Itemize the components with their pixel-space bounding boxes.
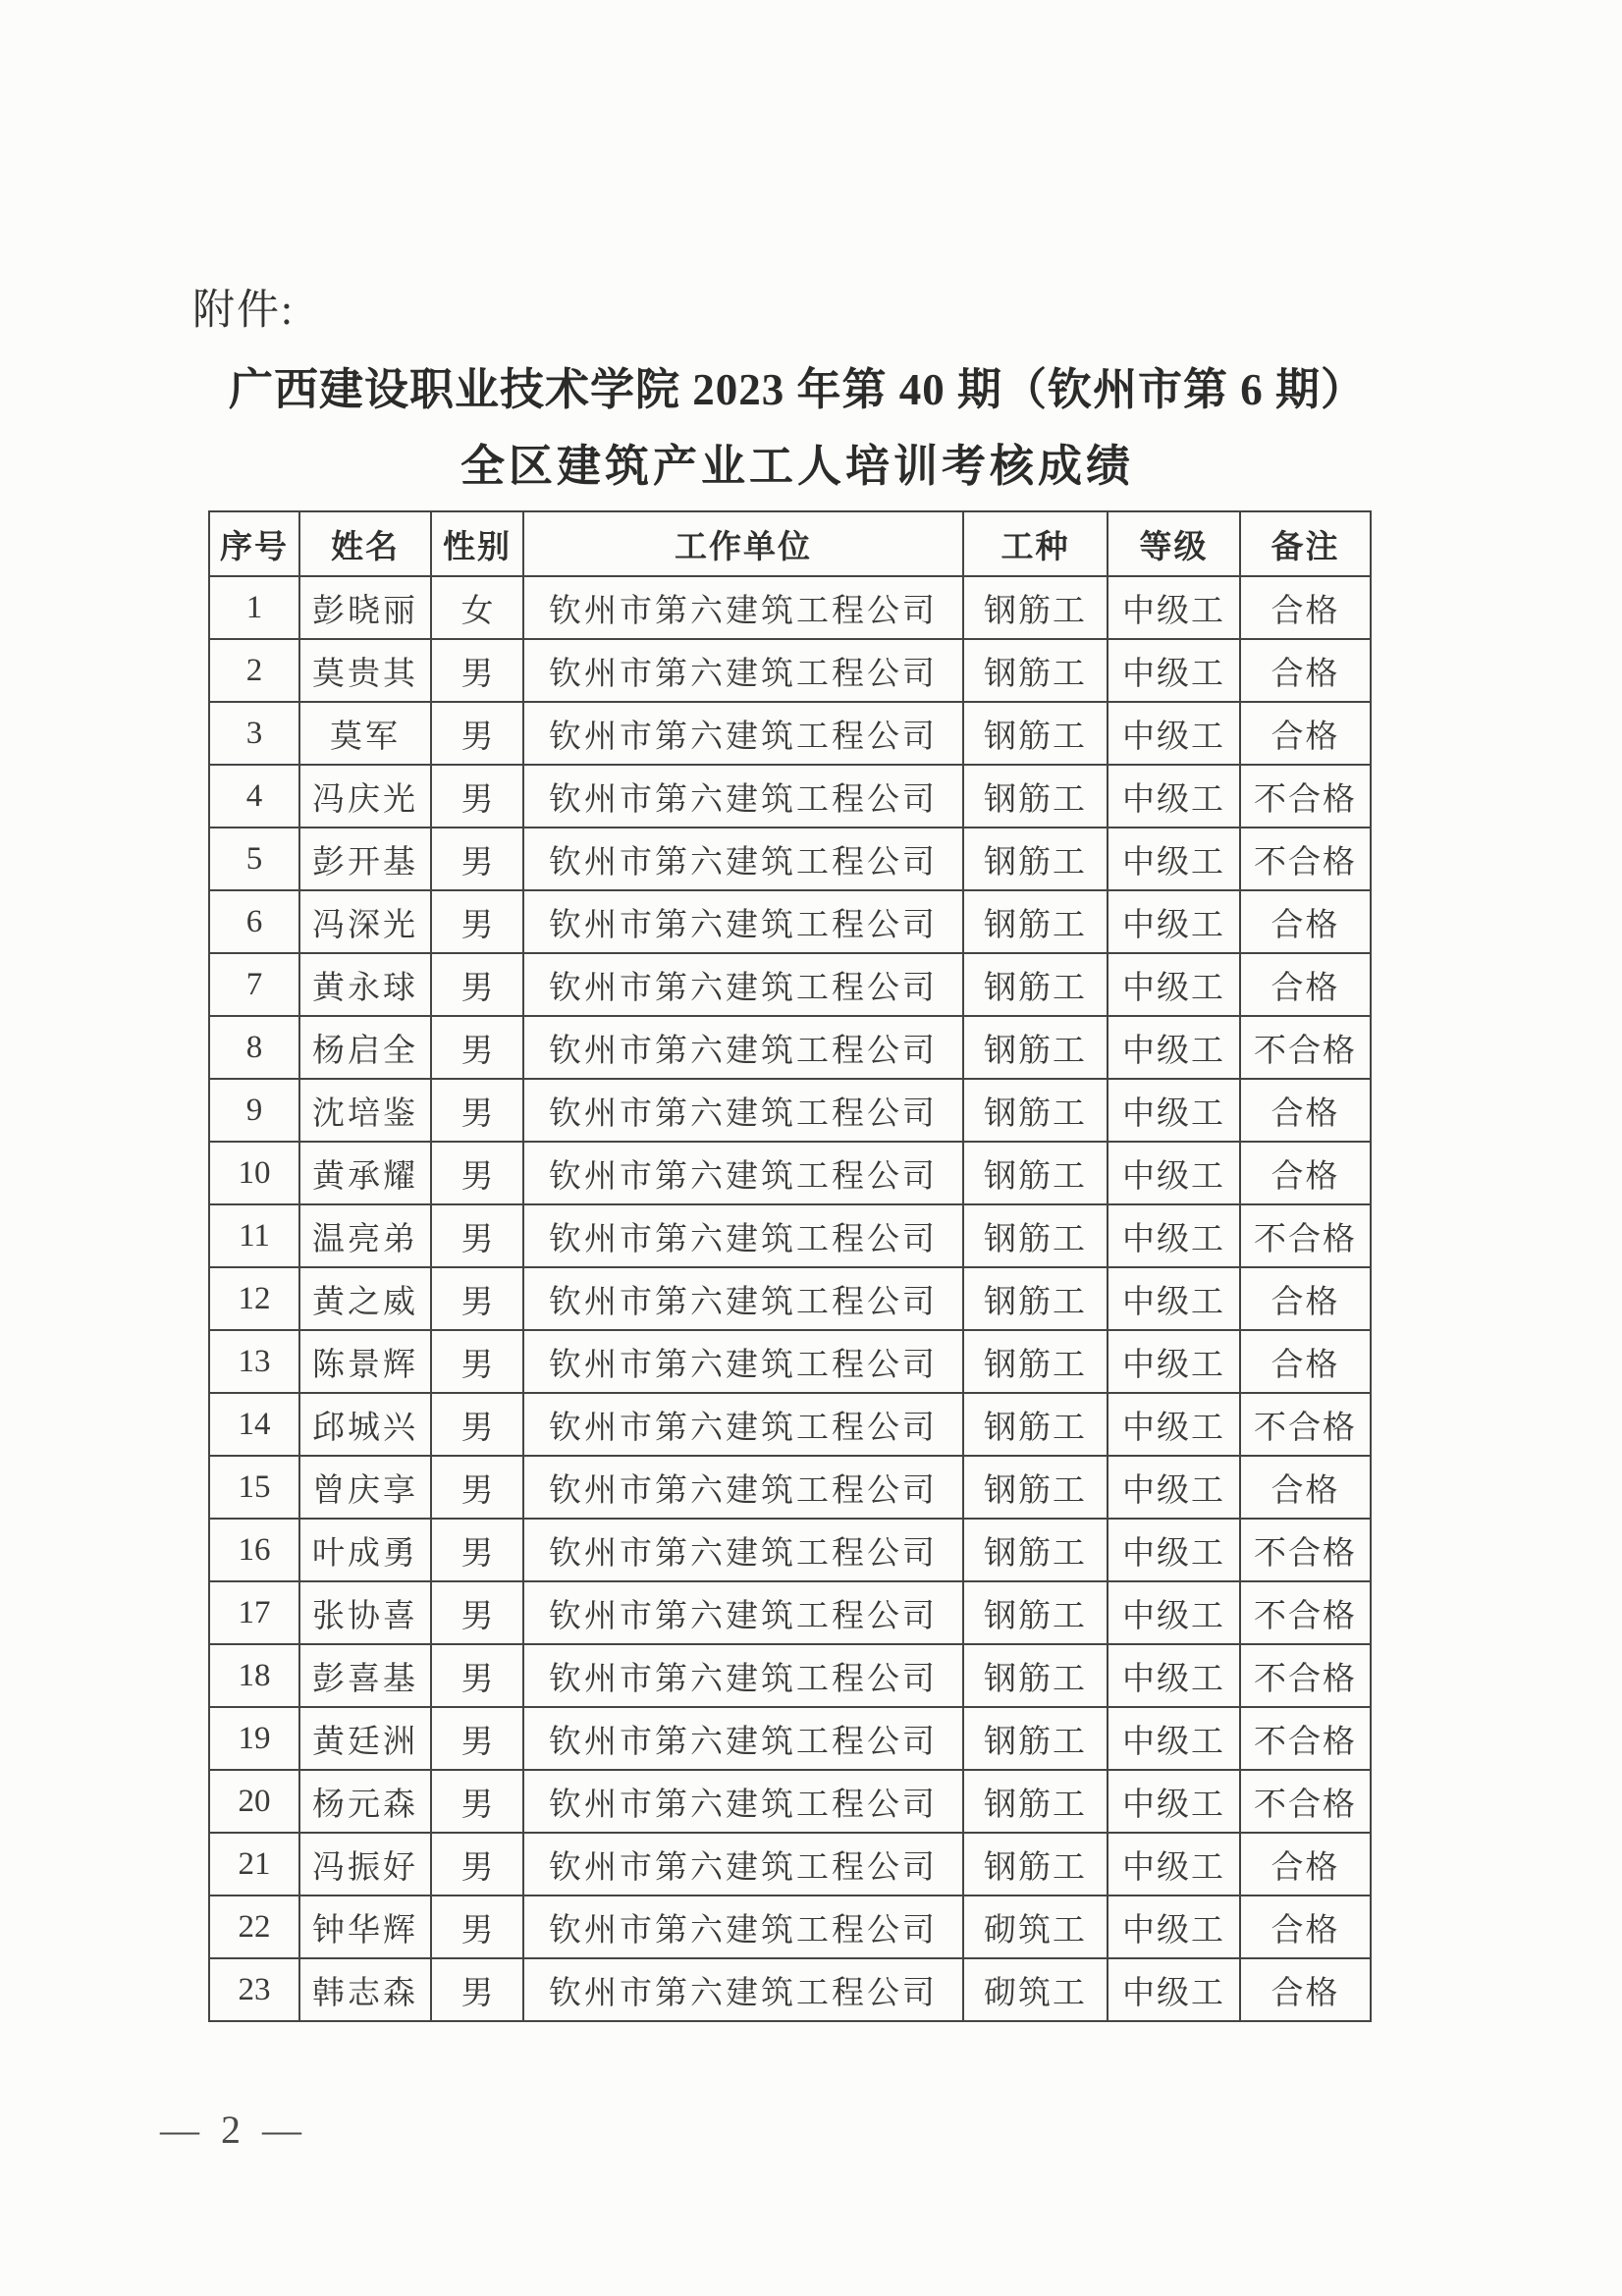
cell-no: 9 xyxy=(209,1079,299,1142)
cell-level: 中级工 xyxy=(1108,1770,1240,1833)
cell-gender: 男 xyxy=(431,890,523,953)
cell-unit: 钦州市第六建筑工程公司 xyxy=(523,1581,963,1644)
cell-unit: 钦州市第六建筑工程公司 xyxy=(523,702,963,765)
table-row xyxy=(209,576,1371,639)
cell-remark: 不合格 xyxy=(1240,828,1371,890)
cell-level: 中级工 xyxy=(1108,1330,1240,1393)
col-header-remark: 备注 xyxy=(1240,511,1371,576)
table-row xyxy=(209,1958,1371,2021)
cell-name: 陈景辉 xyxy=(299,1330,431,1393)
cell-no: 7 xyxy=(209,953,299,1016)
cell-remark: 合格 xyxy=(1240,1330,1371,1393)
table-row xyxy=(209,1016,1371,1079)
attachment-label: 附件: xyxy=(192,288,295,334)
document-title-line1: 广西建设职业技术学院 2023 年第 40 期（钦州市第 6 期） xyxy=(228,365,1366,414)
table-row xyxy=(209,890,1371,953)
cell-name: 冯振好 xyxy=(299,1833,431,1896)
table-row xyxy=(209,765,1371,828)
cell-name: 莫贵其 xyxy=(299,639,431,702)
cell-unit: 钦州市第六建筑工程公司 xyxy=(523,1519,963,1581)
cell-trade: 钢筋工 xyxy=(963,1456,1108,1519)
cell-gender: 男 xyxy=(431,1770,523,1833)
table-row xyxy=(209,1456,1371,1519)
cell-unit: 钦州市第六建筑工程公司 xyxy=(523,1833,963,1896)
cell-gender: 男 xyxy=(431,1142,523,1204)
cell-name: 韩志森 xyxy=(299,1958,431,2021)
cell-level: 中级工 xyxy=(1108,1896,1240,1958)
document-title-line2: 全区建筑产业工人培训考核成绩 xyxy=(460,442,1134,491)
cell-gender: 男 xyxy=(431,953,523,1016)
cell-no: 14 xyxy=(209,1393,299,1456)
table-row xyxy=(209,1896,1371,1958)
cell-gender: 男 xyxy=(431,1519,523,1581)
cell-level: 中级工 xyxy=(1108,1142,1240,1204)
cell-level: 中级工 xyxy=(1108,1958,1240,2021)
cell-gender: 男 xyxy=(431,1958,523,2021)
cell-remark: 合格 xyxy=(1240,1958,1371,2021)
col-header-trade: 工种 xyxy=(963,511,1108,576)
cell-no: 23 xyxy=(209,1958,299,2021)
cell-remark: 不合格 xyxy=(1240,1204,1371,1267)
col-header-unit: 工作单位 xyxy=(523,511,963,576)
cell-gender: 男 xyxy=(431,1016,523,1079)
cell-name: 冯深光 xyxy=(299,890,431,953)
cell-remark: 不合格 xyxy=(1240,765,1371,828)
cell-name: 沈培鉴 xyxy=(299,1079,431,1142)
cell-gender: 男 xyxy=(431,1581,523,1644)
cell-name: 莫军 xyxy=(299,702,431,765)
page-number: — 2 — xyxy=(160,2108,307,2152)
cell-name: 黄永球 xyxy=(299,953,431,1016)
cell-trade: 钢筋工 xyxy=(963,1330,1108,1393)
cell-trade: 钢筋工 xyxy=(963,1770,1108,1833)
table-row xyxy=(209,1079,1371,1142)
cell-gender: 男 xyxy=(431,1896,523,1958)
cell-name: 冯庆光 xyxy=(299,765,431,828)
cell-name: 邱城兴 xyxy=(299,1393,431,1456)
cell-gender: 男 xyxy=(431,1456,523,1519)
cell-unit: 钦州市第六建筑工程公司 xyxy=(523,1016,963,1079)
cell-unit: 钦州市第六建筑工程公司 xyxy=(523,1770,963,1833)
cell-level: 中级工 xyxy=(1108,1204,1240,1267)
cell-trade: 钢筋工 xyxy=(963,1204,1108,1267)
cell-level: 中级工 xyxy=(1108,953,1240,1016)
table-row xyxy=(209,1142,1371,1204)
cell-name: 张协喜 xyxy=(299,1581,431,1644)
cell-unit: 钦州市第六建筑工程公司 xyxy=(523,1456,963,1519)
cell-remark: 合格 xyxy=(1240,639,1371,702)
table-row xyxy=(209,1519,1371,1581)
cell-no: 2 xyxy=(209,639,299,702)
cell-level: 中级工 xyxy=(1108,1267,1240,1330)
results-table xyxy=(208,510,1372,2022)
col-header-level: 等级 xyxy=(1108,511,1240,576)
table-row xyxy=(209,1393,1371,1456)
cell-level: 中级工 xyxy=(1108,890,1240,953)
table-row xyxy=(209,953,1371,1016)
cell-no: 22 xyxy=(209,1896,299,1958)
table-row xyxy=(209,1770,1371,1833)
cell-trade: 钢筋工 xyxy=(963,953,1108,1016)
cell-level: 中级工 xyxy=(1108,1581,1240,1644)
cell-remark: 不合格 xyxy=(1240,1519,1371,1581)
cell-unit: 钦州市第六建筑工程公司 xyxy=(523,1393,963,1456)
cell-level: 中级工 xyxy=(1108,639,1240,702)
cell-level: 中级工 xyxy=(1108,1456,1240,1519)
cell-trade: 钢筋工 xyxy=(963,1142,1108,1204)
table-row xyxy=(209,1833,1371,1896)
cell-trade: 钢筋工 xyxy=(963,1267,1108,1330)
cell-unit: 钦州市第六建筑工程公司 xyxy=(523,1330,963,1393)
cell-trade: 砌筑工 xyxy=(963,1896,1108,1958)
cell-no: 11 xyxy=(209,1204,299,1267)
cell-trade: 钢筋工 xyxy=(963,639,1108,702)
cell-unit: 钦州市第六建筑工程公司 xyxy=(523,1204,963,1267)
table-body xyxy=(209,576,1371,2021)
cell-name: 彭晓丽 xyxy=(299,576,431,639)
cell-name: 曾庆享 xyxy=(299,1456,431,1519)
table-header-row xyxy=(209,511,1371,576)
col-header-name: 姓名 xyxy=(299,511,431,576)
cell-level: 中级工 xyxy=(1108,576,1240,639)
cell-unit: 钦州市第六建筑工程公司 xyxy=(523,953,963,1016)
cell-level: 中级工 xyxy=(1108,1833,1240,1896)
cell-remark: 合格 xyxy=(1240,1833,1371,1896)
table-row xyxy=(209,702,1371,765)
cell-gender: 男 xyxy=(431,1707,523,1770)
cell-remark: 合格 xyxy=(1240,1142,1371,1204)
table-row xyxy=(209,1581,1371,1644)
cell-remark: 合格 xyxy=(1240,1896,1371,1958)
cell-name: 黄之威 xyxy=(299,1267,431,1330)
cell-unit: 钦州市第六建筑工程公司 xyxy=(523,1142,963,1204)
col-header-no: 序号 xyxy=(209,511,299,576)
cell-level: 中级工 xyxy=(1108,702,1240,765)
cell-no: 16 xyxy=(209,1519,299,1581)
cell-unit: 钦州市第六建筑工程公司 xyxy=(523,1079,963,1142)
col-header-gender: 性别 xyxy=(431,511,523,576)
cell-trade: 钢筋工 xyxy=(963,1581,1108,1644)
cell-gender: 男 xyxy=(431,1330,523,1393)
cell-trade: 钢筋工 xyxy=(963,1833,1108,1896)
cell-gender: 男 xyxy=(431,1393,523,1456)
cell-gender: 男 xyxy=(431,702,523,765)
table-row xyxy=(209,828,1371,890)
cell-remark: 合格 xyxy=(1240,1267,1371,1330)
cell-name: 杨启全 xyxy=(299,1016,431,1079)
cell-unit: 钦州市第六建筑工程公司 xyxy=(523,765,963,828)
cell-level: 中级工 xyxy=(1108,1016,1240,1079)
cell-name: 叶成勇 xyxy=(299,1519,431,1581)
cell-trade: 钢筋工 xyxy=(963,576,1108,639)
cell-unit: 钦州市第六建筑工程公司 xyxy=(523,890,963,953)
cell-remark: 不合格 xyxy=(1240,1644,1371,1707)
table-row xyxy=(209,639,1371,702)
cell-no: 4 xyxy=(209,765,299,828)
cell-level: 中级工 xyxy=(1108,1519,1240,1581)
cell-name: 温亮弟 xyxy=(299,1204,431,1267)
cell-unit: 钦州市第六建筑工程公司 xyxy=(523,1958,963,2021)
cell-name: 黄廷洲 xyxy=(299,1707,431,1770)
cell-gender: 男 xyxy=(431,1079,523,1142)
cell-gender: 男 xyxy=(431,1204,523,1267)
cell-trade: 钢筋工 xyxy=(963,765,1108,828)
table-row xyxy=(209,1204,1371,1267)
cell-trade: 钢筋工 xyxy=(963,1644,1108,1707)
table-row xyxy=(209,1330,1371,1393)
cell-trade: 钢筋工 xyxy=(963,1519,1108,1581)
cell-level: 中级工 xyxy=(1108,1393,1240,1456)
cell-no: 10 xyxy=(209,1142,299,1204)
cell-unit: 钦州市第六建筑工程公司 xyxy=(523,639,963,702)
cell-name: 杨元森 xyxy=(299,1770,431,1833)
cell-trade: 钢筋工 xyxy=(963,1016,1108,1079)
cell-no: 8 xyxy=(209,1016,299,1079)
cell-trade: 钢筋工 xyxy=(963,1393,1108,1456)
cell-name: 钟华辉 xyxy=(299,1896,431,1958)
cell-remark: 合格 xyxy=(1240,890,1371,953)
cell-unit: 钦州市第六建筑工程公司 xyxy=(523,1267,963,1330)
cell-gender: 男 xyxy=(431,639,523,702)
cell-name: 彭开基 xyxy=(299,828,431,890)
cell-no: 15 xyxy=(209,1456,299,1519)
cell-no: 17 xyxy=(209,1581,299,1644)
cell-name: 黄承耀 xyxy=(299,1142,431,1204)
cell-no: 20 xyxy=(209,1770,299,1833)
cell-gender: 男 xyxy=(431,765,523,828)
cell-no: 19 xyxy=(209,1707,299,1770)
table-row xyxy=(209,1707,1371,1770)
cell-remark: 不合格 xyxy=(1240,1707,1371,1770)
cell-remark: 合格 xyxy=(1240,576,1371,639)
cell-remark: 合格 xyxy=(1240,1079,1371,1142)
cell-no: 3 xyxy=(209,702,299,765)
cell-trade: 钢筋工 xyxy=(963,702,1108,765)
cell-no: 21 xyxy=(209,1833,299,1896)
cell-gender: 女 xyxy=(431,576,523,639)
cell-no: 6 xyxy=(209,890,299,953)
cell-remark: 合格 xyxy=(1240,953,1371,1016)
cell-unit: 钦州市第六建筑工程公司 xyxy=(523,1707,963,1770)
cell-no: 12 xyxy=(209,1267,299,1330)
cell-remark: 不合格 xyxy=(1240,1393,1371,1456)
cell-remark: 不合格 xyxy=(1240,1016,1371,1079)
cell-remark: 合格 xyxy=(1240,702,1371,765)
cell-no: 5 xyxy=(209,828,299,890)
cell-trade: 砌筑工 xyxy=(963,1958,1108,2021)
cell-remark: 不合格 xyxy=(1240,1581,1371,1644)
cell-level: 中级工 xyxy=(1108,1707,1240,1770)
cell-gender: 男 xyxy=(431,1267,523,1330)
table-row xyxy=(209,1267,1371,1330)
cell-gender: 男 xyxy=(431,828,523,890)
cell-level: 中级工 xyxy=(1108,1644,1240,1707)
cell-no: 13 xyxy=(209,1330,299,1393)
table-row xyxy=(209,1644,1371,1707)
cell-gender: 男 xyxy=(431,1833,523,1896)
cell-gender: 男 xyxy=(431,1644,523,1707)
cell-level: 中级工 xyxy=(1108,1079,1240,1142)
cell-remark: 合格 xyxy=(1240,1456,1371,1519)
cell-name: 彭喜基 xyxy=(299,1644,431,1707)
cell-no: 1 xyxy=(209,576,299,639)
cell-no: 18 xyxy=(209,1644,299,1707)
cell-level: 中级工 xyxy=(1108,828,1240,890)
cell-trade: 钢筋工 xyxy=(963,828,1108,890)
cell-remark: 不合格 xyxy=(1240,1770,1371,1833)
cell-trade: 钢筋工 xyxy=(963,890,1108,953)
cell-unit: 钦州市第六建筑工程公司 xyxy=(523,576,963,639)
cell-unit: 钦州市第六建筑工程公司 xyxy=(523,828,963,890)
cell-unit: 钦州市第六建筑工程公司 xyxy=(523,1896,963,1958)
cell-trade: 钢筋工 xyxy=(963,1707,1108,1770)
cell-unit: 钦州市第六建筑工程公司 xyxy=(523,1644,963,1707)
cell-trade: 钢筋工 xyxy=(963,1079,1108,1142)
cell-level: 中级工 xyxy=(1108,765,1240,828)
